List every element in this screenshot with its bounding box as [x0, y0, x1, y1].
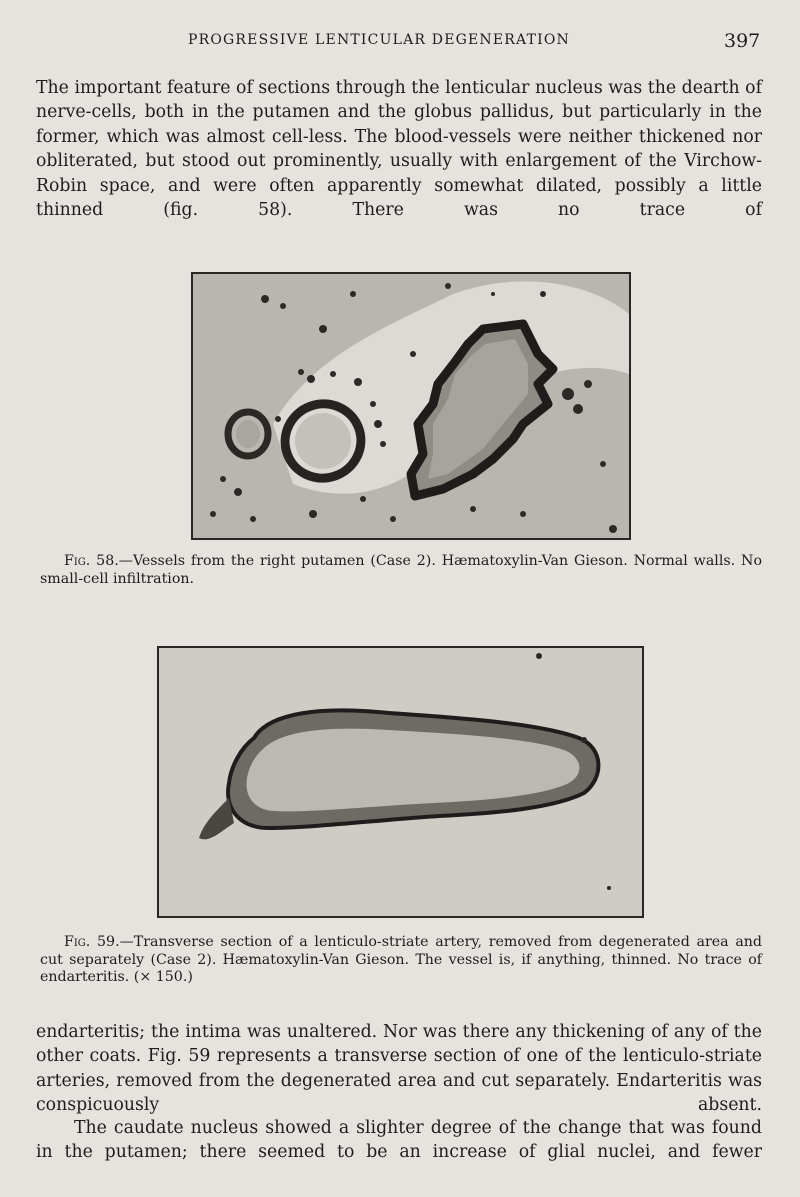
paragraph-2: endarteritis; the intima was unaltered. Nor was there any thickening of any of the other coats. Fig. 59 represents a transverse section of one of the lenticulo-striate arteries, removed from the degenerated area and cut separately. Endarteritis was conspicuously absent. [36, 1022, 762, 1116]
figure-58-image [191, 272, 631, 540]
figure-59-image [157, 646, 644, 918]
paragraph-1: The important feature of sections through the lenticular nucleus was the dearth of nerve-cells, both in the putamen and the globus pallidus, but particularly in the former, which was almost cell-less. The blood-vessels were neither thickened nor obliterated, but stood out prominently, usually with enlargement of the Virchow-Robin space, and were often apparently somewhat dilated, possibly a little thinned (fig. 58). There was no trace of [36, 78, 762, 221]
figure-58-caption-text: —Vessels from the right putamen (Case 2). Hæmatoxylin-Van Gieson. Normal walls. No small-cell infiltration. [40, 553, 762, 587]
paragraph-3: The caudate nucleus showed a slighter degree of the change that was found in the putamen; there seemed to be an increase of glial nuclei, and fewer [36, 1118, 762, 1163]
figure-58-caption [40, 553, 762, 588]
page-number: 397 [724, 30, 761, 52]
page-header [0, 30, 800, 54]
running-head: PROGRESSIVE LENTICULAR DEGENERATION [188, 32, 570, 48]
figure-58-label: Fig. 58. [64, 553, 119, 569]
figure-59-caption [40, 934, 762, 987]
figure-59-caption-text: —Transverse section of a lenticulo-striate artery, removed from degenerated area and cut separately (Case 2). Hæmatoxylin-Van Gieson. The vessel is, if anything, thinned. No trace of endarteritis. (× 150.) [40, 934, 762, 985]
figure-59-label: Fig. 59. [64, 934, 120, 950]
